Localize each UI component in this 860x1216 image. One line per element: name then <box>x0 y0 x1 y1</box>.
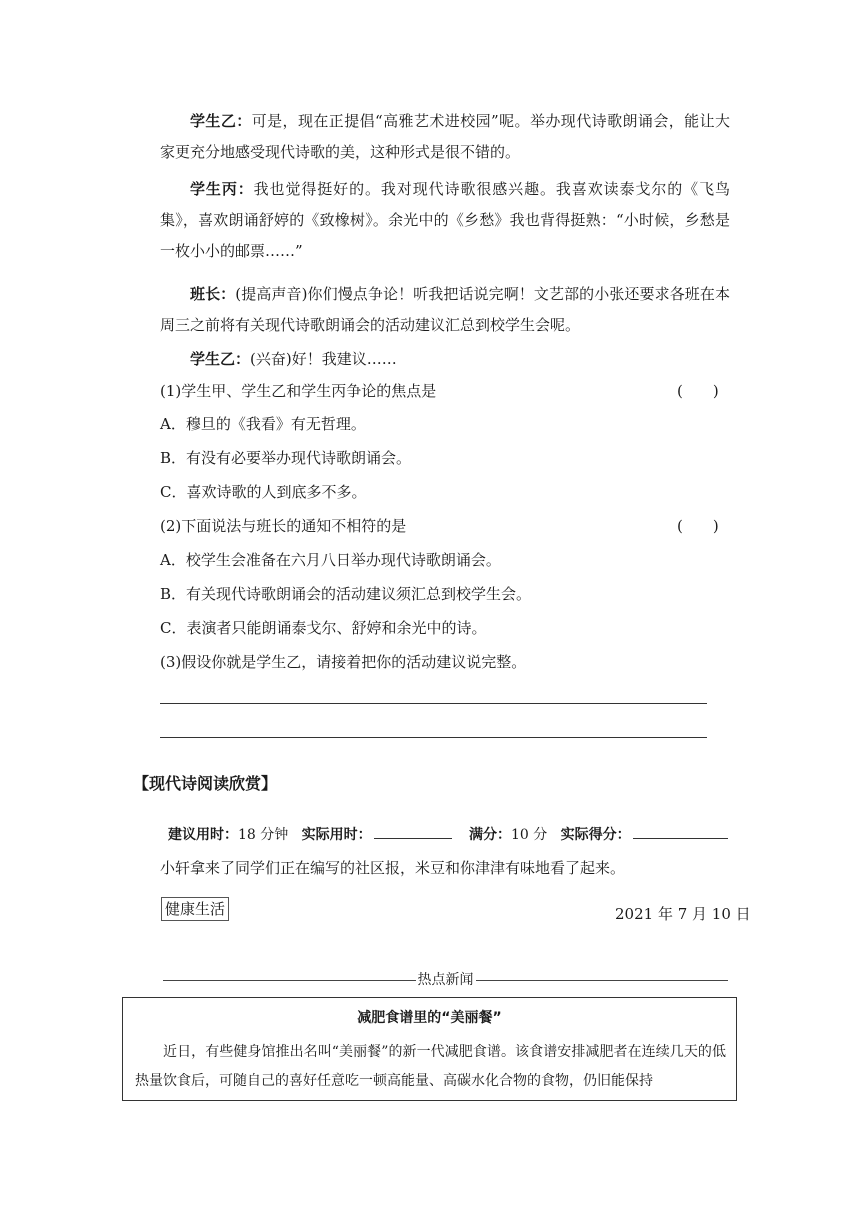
newspaper-date: 2021 年 7 月 10 日 <box>615 905 751 923</box>
dialogue-text: (提高声音)你们慢点争论！听我把话说完啊！文艺部的小张还要求各班在本周三之前将有关现代诗歌朗诵会的活动建议汇总到校学生会呢。 <box>160 285 730 334</box>
question-1-option-c: C．喜欢诗歌的人到底多不多。 <box>160 483 367 501</box>
dialogue-monitor <box>160 279 730 341</box>
intro-text: 小轩拿来了同学们正在编写的社区报，米豆和你津津有味地看了起来。 <box>160 859 626 877</box>
timing-info <box>168 823 732 847</box>
dialogue-student-b-1 <box>160 106 730 168</box>
actual-time-label: 实际用时： <box>301 827 372 843</box>
divider-title: 热点新闻 <box>417 972 474 988</box>
actual-score-blank[interactable] <box>633 824 728 839</box>
speaker-label: 学生丙： <box>190 180 254 198</box>
dialogue-text: (兴奋)好！我建议…… <box>250 350 397 368</box>
article-title: 减肥食谱里的“美丽餐” <box>357 1010 502 1026</box>
question-2-option-b: B．有关现代诗歌朗诵会的活动建议须汇总到校学生会。 <box>160 585 532 603</box>
dialogue-student-b-2 <box>160 344 730 375</box>
question-1-option-b: B．有没有必要举办现代诗歌朗诵会。 <box>160 449 412 467</box>
question-3-stem: (3)假设你就是学生乙，请接着把你的活动建议说完整。 <box>160 653 527 671</box>
question-1-answer-paren[interactable]: ( ) <box>677 382 719 400</box>
dialogue-text: 可是，现在正提倡“高雅艺术进校园”呢。举办现代诗歌朗诵会，能让大家更充分地感受现代诗歌的美，这种形式是很不错的。 <box>160 112 730 161</box>
question-2-option-c: C．表演者只能朗诵泰戈尔、舒婷和余光中的诗。 <box>160 619 487 637</box>
question-2-answer-paren[interactable]: ( ) <box>677 517 719 535</box>
suggested-time-value: 18 分钟 <box>238 827 289 843</box>
divider-line <box>476 980 729 981</box>
full-score-label: 满分： <box>468 827 511 843</box>
question-1-option-a: A．穆旦的《我看》有无哲理。 <box>160 415 366 433</box>
actual-score-label: 实际得分： <box>560 827 631 843</box>
article-body: 近日，有些健身馆推出名叫“美丽餐”的新一代减肥食谱。该食谱安排减肥者在连续几天的低热量饮食后，可随自己的喜好任意吃一顿高能量、高碳水化合物的食物，仍旧能保持 <box>135 1044 726 1089</box>
question-2-option-a: A．校学生会准备在六月八日举办现代诗歌朗诵会。 <box>160 551 501 569</box>
dialogue-text: 我也觉得挺好的。我对现代诗歌很感兴趣。我喜欢读泰戈尔的《飞鸟集》，喜欢朗诵舒婷的《致橡树》。余光中的《乡愁》我也背得挺熟：“小时候，乡愁是一枚小小的邮票……” <box>160 180 730 260</box>
suggested-time-label: 建议用时： <box>168 827 238 843</box>
question-1-stem: (1)学生甲、学生乙和学生丙争论的焦点是 <box>160 382 437 400</box>
actual-time-blank[interactable] <box>374 824 452 839</box>
section-title: 【现代诗阅读欣赏】 <box>133 774 278 793</box>
dialogue-student-c <box>160 174 730 267</box>
full-score-value: 10 分 <box>510 827 548 843</box>
hot-news-divider <box>163 970 728 990</box>
speaker-label: 学生乙： <box>190 112 252 130</box>
answer-line[interactable] <box>160 703 707 704</box>
answer-line[interactable] <box>160 737 707 738</box>
news-article-box <box>122 997 737 1101</box>
column-tag: 健康生活 <box>161 897 229 921</box>
speaker-label: 学生乙： <box>190 350 251 368</box>
divider-line <box>163 980 416 981</box>
question-2-stem: (2)下面说法与班长的通知不相符的是 <box>160 517 407 535</box>
speaker-label: 班长： <box>190 285 236 303</box>
